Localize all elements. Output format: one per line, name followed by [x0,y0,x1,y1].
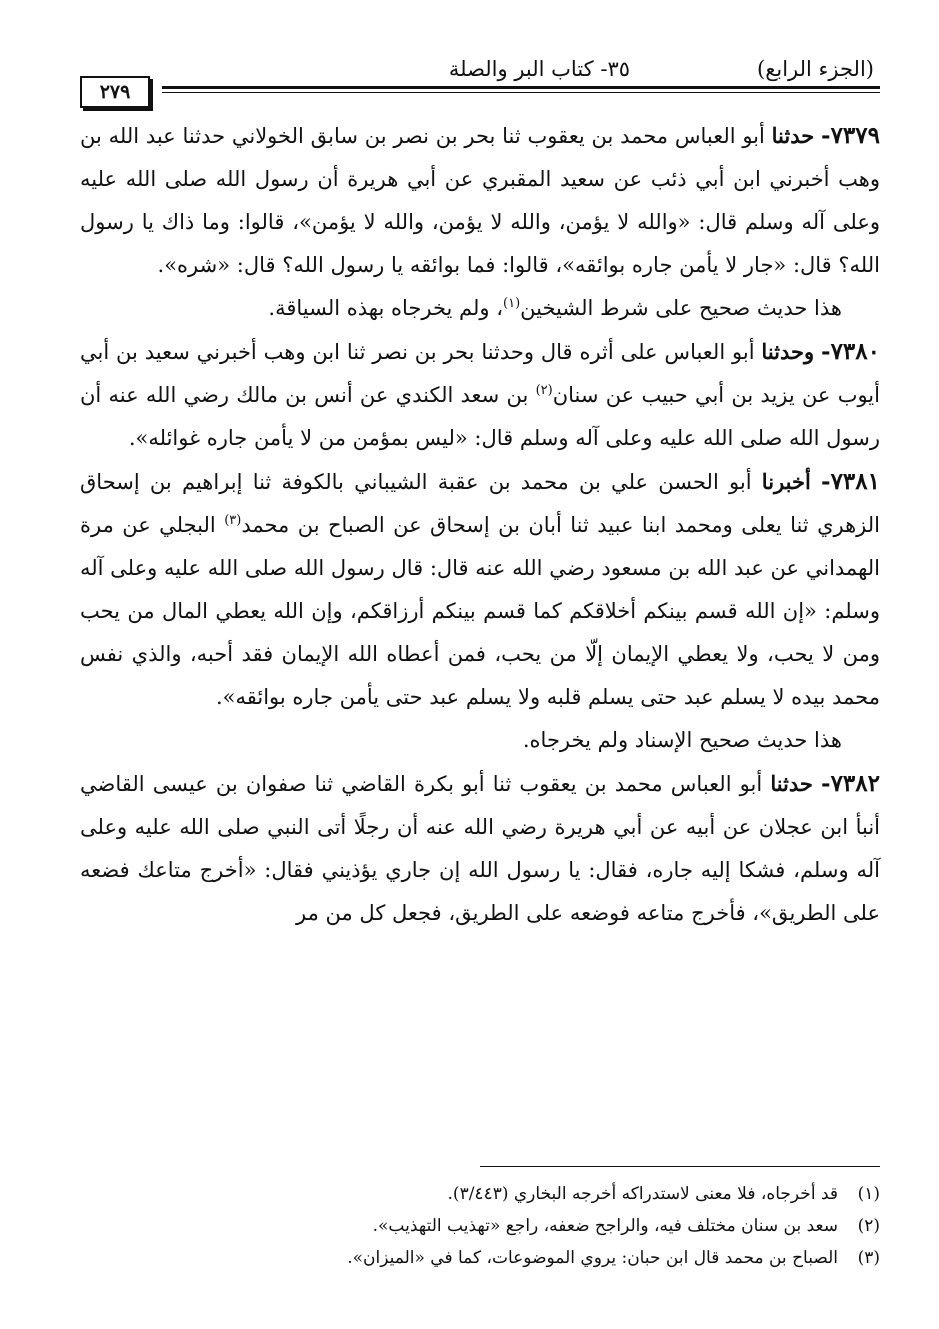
hadith-number: ٧٣٨٠- [821,338,880,365]
footnote-marker: (٢) [857,1216,880,1236]
volume-title: (الجزء الرابع) [757,57,874,81]
grading-text: هذا حديث صحيح على شرط الشيخين [520,296,842,320]
hadith-text: أبو العباس على أثره قال وحدثنا بحر بن نصر ثنا ابن وهب أخبرني سعيد بن أبي أيوب عن يزيد بن أبي حبيب عن سنان [80,340,880,407]
footnote-text: قد أخرجاه، فلا معنى لاستدراكه أخرجه البخاري (٣/٤٤٣). [447,1184,838,1204]
chapter-title: ٣٥- كتاب البر والصلة [448,57,630,81]
hadith-7380 [80,330,880,460]
hadith-text-cont: البجلي عن مرة الهمداني عن عبد الله بن مسعود رضي الله عنه قال: قال رسول الله صلى الله عليه وعلى آله وسلم: «إن الله قسم بينكم أخلاقكم كما قسم بينكم أرزاقكم، وإن الله يعطي المال من يحب ومن لا يحب، ولا يعطي الإيمان إلّا من يحب، فمن أعطاه الله الإيمان فقد أحبه، والذي نفس محمد بيده لا يسلم عبد حتى يسلم قلبه ولا يسلم عبد حتى يأمن جاره بوائقه». [80,513,880,709]
footnote-ref[interactable]: (٢) [535,383,553,398]
footnote-ref[interactable]: (١) [503,296,521,311]
hadith-7382 [80,762,880,935]
hadith-text: أبو العباس محمد بن يعقوب ثنا بحر بن نصر بن سابق الخولاني حدثنا عبد الله بن وهب أخبرني ابن أبي ذئب عن سعيد المقبري عن أبي هريرة أن رسول الله صلى الله عليه وعلى آله وسلم قال: «والله لا يؤمن، والله لا يؤمن، والله لا يؤمن»، قالوا: وما ذاك يا رسول الله؟ قال: «جار لا يأمن جاره بوائقه»، قالوا: فما بوائقه يا رسول الله؟ قال: «شره». [80,124,880,277]
page-header [80,40,880,104]
footnote-separator [480,1166,880,1167]
hadith-7381 [80,460,880,719]
hadith-number: ٧٣٨١- [821,468,880,495]
footnote-2 [80,1210,880,1242]
footnote-text: الصباح بن محمد قال ابن حبان: يروي الموضوعات، كما في «الميزان». [347,1248,838,1268]
book-page [80,40,880,1310]
hadith-verb: حدثنا [770,771,813,796]
footnote-ref[interactable]: (٣) [224,513,242,528]
hadith-text: أبو الحسن علي بن محمد بن عقبة الشيباني بالكوفة ثنا إبراهيم بن إسحاق الزهري ثنا يعلى ومحمد ابنا عبيد ثنا أبان بن إسحاق عن الصباح بن محمد [80,470,880,537]
hadith-7379 [80,114,880,287]
footnote-text: سعد بن سنان مختلف فيه، والراجح ضعفه، راجع «تهذيب التهذيب». [372,1216,838,1236]
footnote-1 [80,1178,880,1210]
footnote-marker: (١) [857,1184,880,1204]
header-rule-thin [162,92,880,93]
hadith-number: ٧٣٧٩- [821,122,880,149]
hadith-verb: وحدثنا [761,339,815,364]
footnote-marker: (٣) [857,1248,880,1268]
footnote-3 [80,1242,880,1274]
hadith-text-cont: بن سعد الكندي عن أنس بن مالك رضي الله عنه أن رسول الله صلى الله عليه وعلى آله وسلم قال: «ليس بمؤمن من لا يأمن جاره غوائله». [80,383,880,450]
footnotes [80,1178,880,1274]
header-rule [162,86,880,94]
running-head [80,52,880,86]
hadith-7381-grading: هذا حديث صحيح الإسناد ولم يخرجاه. [522,728,842,752]
hadith-7379-grading [80,287,880,330]
page-body [80,114,880,935]
hadith-text: أبو العباس محمد بن يعقوب ثنا أبو بكرة القاضي ثنا صفوان بن عيسى القاضي أنبأ ابن عجلان عن أبيه عن أبي هريرة رضي الله عنه أن رجلًا أتى النبي صلى الله عليه وعلى آله وسلم، فشكا إليه جاره، فقال: يا رسول الله إن جاري يؤذيني فقال: «أخرج متاعك فضعه على الطريق»، فأخرج متاعه فوضعه على الطريق، فجعل كل من مر [80,772,880,925]
hadith-verb: أخبرنا [761,469,811,494]
header-rule-thick [162,86,880,89]
grading-text-cont: ، ولم يخرجاه بهذه السياقة. [268,296,504,320]
hadith-verb: حدثنا [771,123,815,148]
hadith-number: ٧٣٨٢- [821,770,880,797]
page-number: ٢٧٩ [80,76,150,108]
